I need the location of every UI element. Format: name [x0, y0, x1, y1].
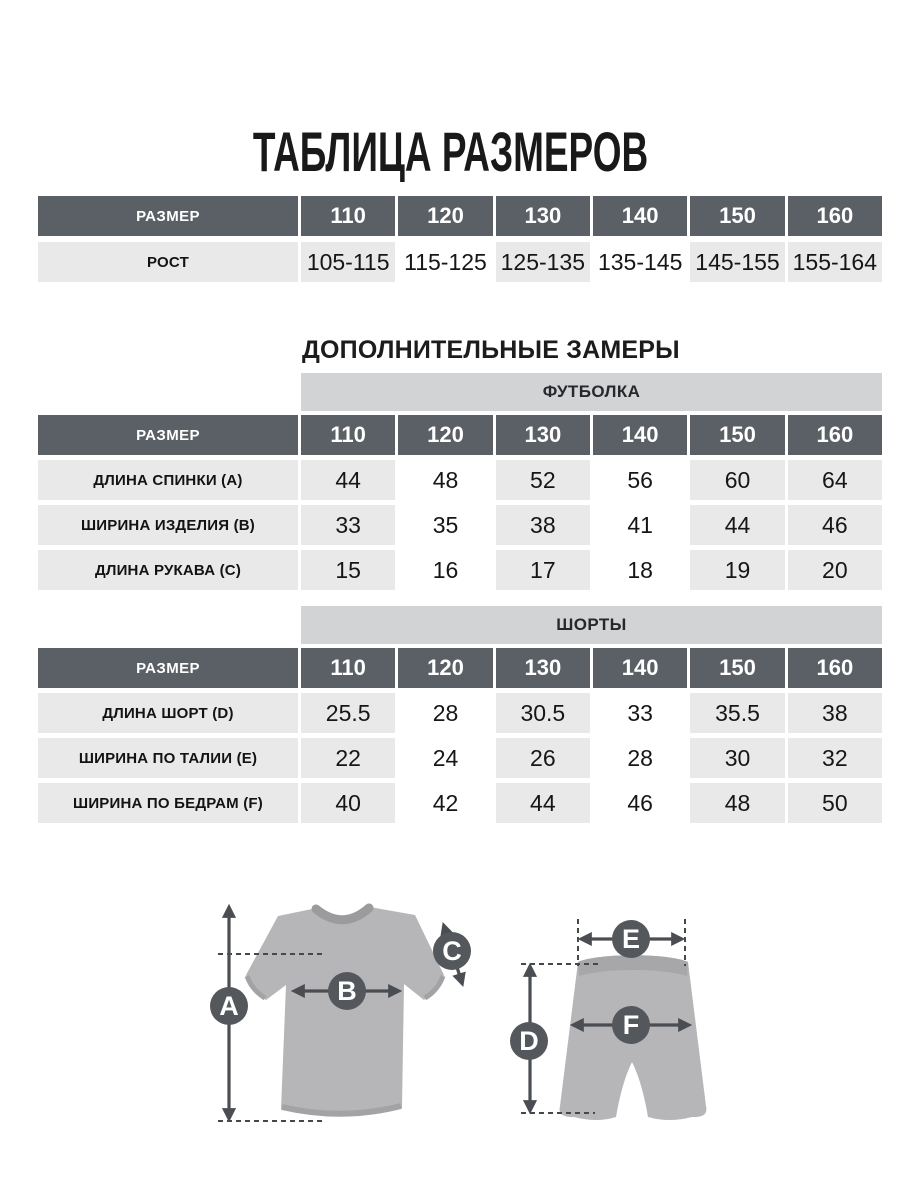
tshirt-body: [246, 907, 444, 1115]
row-label: ШИРИНА ПО БЕДРАМ (F): [38, 783, 298, 823]
value-cell: 19: [690, 550, 784, 590]
value-cell: 56: [593, 460, 687, 500]
value-cell: 46: [593, 783, 687, 823]
row-label: ШИРИНА ИЗДЕЛИЯ (В): [38, 505, 298, 545]
size-header-value: 160: [788, 648, 882, 688]
value-cell: 64: [788, 460, 882, 500]
value-cell: 42: [398, 783, 492, 823]
size-header-value: 130: [496, 648, 590, 688]
value-cell: 115-125: [398, 242, 492, 282]
value-cell: 30: [690, 738, 784, 778]
value-cell: 38: [788, 693, 882, 733]
page-title: [0, 120, 900, 183]
row-label: ДЛИНА РУКАВА (С): [38, 550, 298, 590]
value-cell: 145-155: [690, 242, 784, 282]
value-cell: 15: [301, 550, 395, 590]
size-header-value: 110: [301, 196, 395, 236]
value-cell: 46: [788, 505, 882, 545]
value-cell: 25.5: [301, 693, 395, 733]
tshirt-figure: [246, 907, 444, 1115]
value-cell: 32: [788, 738, 882, 778]
value-cell: 44: [496, 783, 590, 823]
value-cell: 20: [788, 550, 882, 590]
size-header-value: 150: [690, 648, 784, 688]
badge-a-letter: A: [219, 991, 239, 1021]
size-header-value: 120: [398, 196, 492, 236]
shorts-band-label: ШОРТЫ: [301, 606, 882, 644]
value-cell: 155-164: [788, 242, 882, 282]
size-header-value: 160: [788, 196, 882, 236]
value-cell: 60: [690, 460, 784, 500]
value-cell: 38: [496, 505, 590, 545]
value-cell: 135-145: [593, 242, 687, 282]
value-cell: 33: [301, 505, 395, 545]
value-cell: 33: [593, 693, 687, 733]
row-label: ДЛИНА СПИНКИ (А): [38, 460, 298, 500]
size-header-value: 140: [593, 648, 687, 688]
size-height-table: [38, 196, 882, 282]
size-header-label: РАЗМЕР: [38, 648, 298, 688]
row-label: ШИРИНА ПО ТАЛИИ (Е): [38, 738, 298, 778]
size-header-value: 160: [788, 415, 882, 455]
value-cell: 26: [496, 738, 590, 778]
measurement-diagram: [0, 880, 900, 1180]
size-header-value: 130: [496, 196, 590, 236]
page-title-text: ТАБЛИЦА РАЗМЕРОВ: [252, 120, 648, 183]
badge-e-letter: E: [621, 924, 641, 954]
value-cell: 17: [496, 550, 590, 590]
size-header-label: РАЗМЕР: [38, 196, 298, 236]
tshirt-band-label: ФУТБОЛКА: [301, 373, 882, 411]
size-header-label: РАЗМЕР: [38, 415, 298, 455]
shorts-table-section: [38, 606, 882, 823]
value-cell: 105-115: [301, 242, 395, 282]
size-header-value: 140: [593, 196, 687, 236]
value-cell: 48: [398, 460, 492, 500]
value-cell: 44: [301, 460, 395, 500]
size-header-value: 120: [398, 415, 492, 455]
size-header-value: 120: [398, 648, 492, 688]
tshirt-table-section: [38, 373, 882, 590]
size-header-value: 110: [301, 415, 395, 455]
value-cell: 35: [398, 505, 492, 545]
value-cell: 48: [690, 783, 784, 823]
badge-b-letter: B: [337, 976, 357, 1006]
size-header-value: 130: [496, 415, 590, 455]
value-cell: 35.5: [690, 693, 784, 733]
value-cell: 40: [301, 783, 395, 823]
value-cell: 16: [398, 550, 492, 590]
value-cell: 50: [788, 783, 882, 823]
size-header-value: 150: [690, 196, 784, 236]
value-cell: 22: [301, 738, 395, 778]
shorts-measurements-table: [38, 648, 882, 823]
value-cell: 24: [398, 738, 492, 778]
tshirt-measurements-table: [38, 415, 882, 590]
size-header-value: 140: [593, 415, 687, 455]
row-label: РОСТ: [38, 242, 298, 282]
size-header-value: 110: [301, 648, 395, 688]
value-cell: 30.5: [496, 693, 590, 733]
badge-d-letter: D: [519, 1026, 539, 1056]
size-header-value: 150: [690, 415, 784, 455]
tshirt-collar: [316, 908, 369, 920]
value-cell: 28: [593, 738, 687, 778]
additional-measurements-heading: ДОПОЛНИТЕЛЬНЫЕ ЗАМЕРЫ: [302, 336, 680, 364]
badge-f-letter: F: [622, 1010, 640, 1040]
value-cell: 41: [593, 505, 687, 545]
value-cell: 28: [398, 693, 492, 733]
value-cell: 18: [593, 550, 687, 590]
value-cell: 52: [496, 460, 590, 500]
badge-c-letter: C: [442, 936, 462, 966]
row-label: ДЛИНА ШОРТ (D): [38, 693, 298, 733]
value-cell: 44: [690, 505, 784, 545]
value-cell: 125-135: [496, 242, 590, 282]
